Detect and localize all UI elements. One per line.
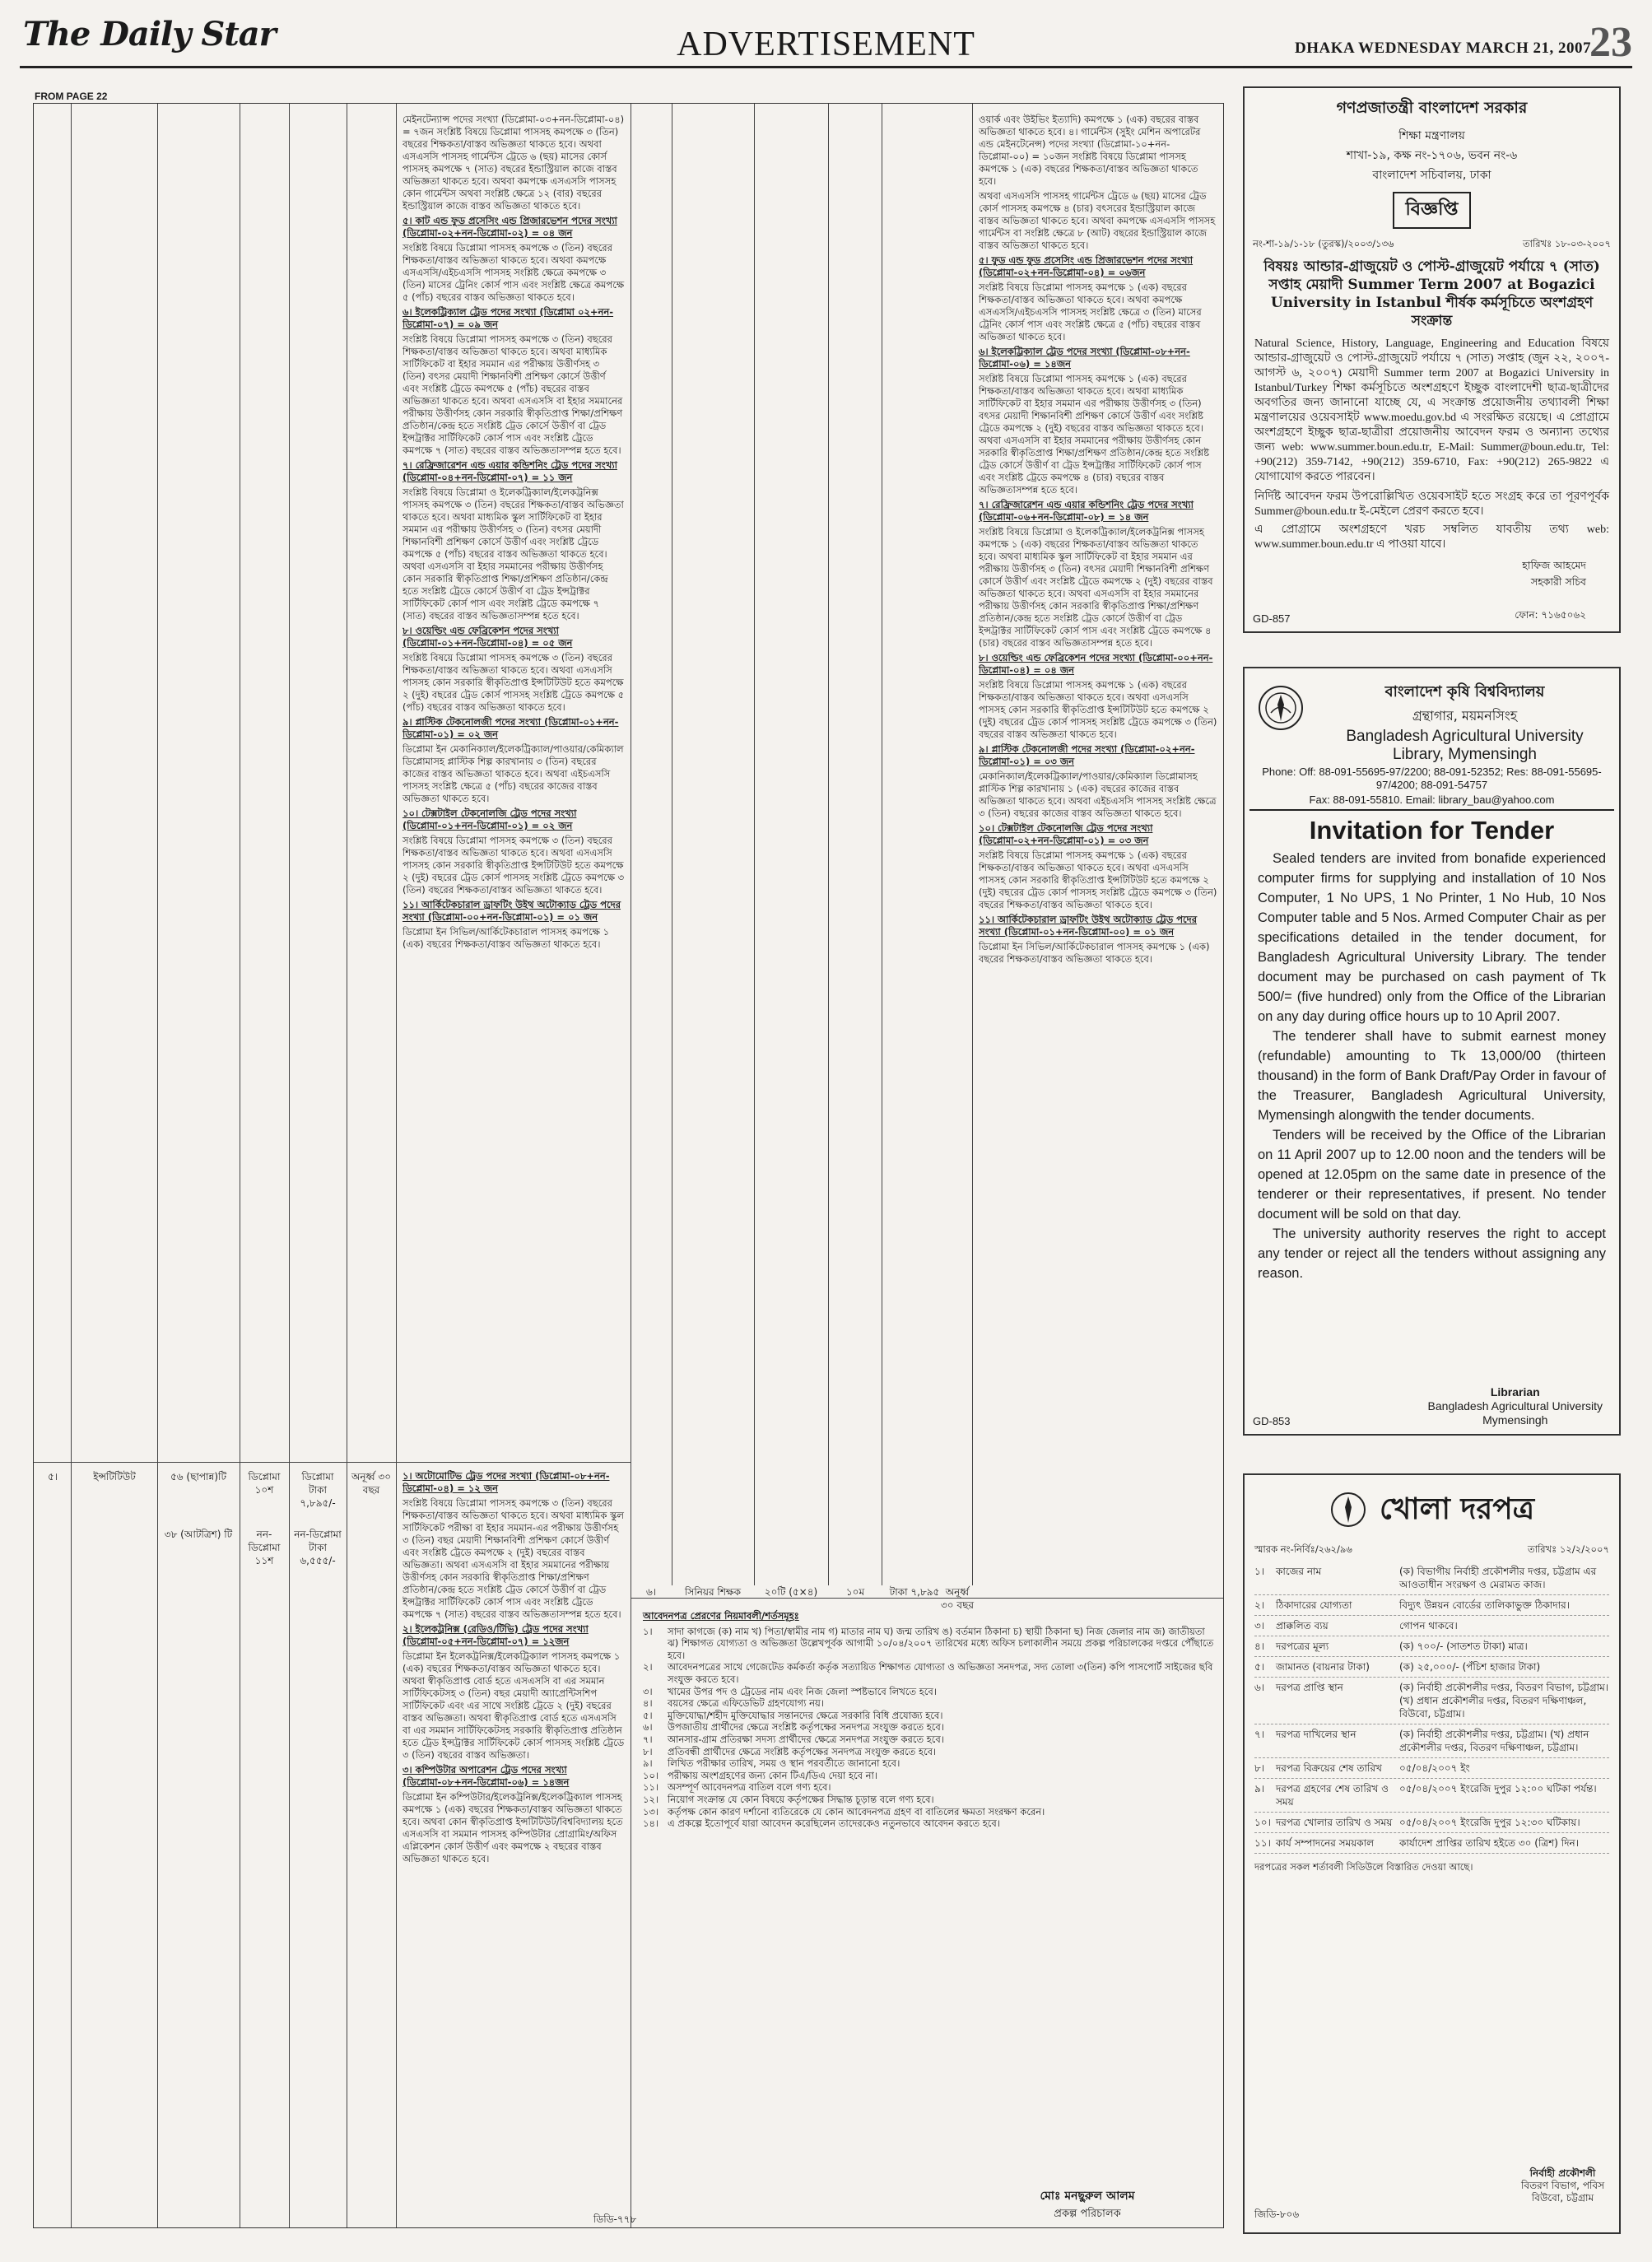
tender-row: ৬। দরপত্র প্রাপ্তি স্থান (ক) নির্বাহী প্রকৌশলীর দপ্তর, বিতরণ বিভাগ, চট্টগ্রাম। (খ) প্রধান প্রকৌশলীর দপ্তর, বিতরণ দক্ষিণাঞ্চল, বিউবো, চট্টগ্রাম। bbox=[1254, 1678, 1609, 1724]
bau-signer-place: Mymensingh bbox=[1482, 1413, 1548, 1427]
moe-address: বাংলাদেশ সচিবালয়, ঢাকা bbox=[1372, 169, 1491, 182]
condition-item: ৩। খামের উপর পদ ও ট্রেডের নাম এবং নিজ জেলা স্পষ্টভাবে লিখতে হবে। bbox=[643, 1685, 937, 1697]
grid-line bbox=[828, 104, 829, 1585]
row5-age: অনূর্ধ্ব ৩০ বছর bbox=[351, 1471, 392, 1496]
job-description-text: মেইনটেন্যান্স পদের সংখ্যা (ডিপ্লোমা-০৩+নন-ডিপ্লোমা-০৪) = ৭জন সংশ্লিষ্ট বিষয়ে ডিপ্লোমা পাসসহ কমপক্ষে ৩ (তিন) বছরের শিক্ষকতা/বাস্তব অভিজ্ঞতা থাকতে হবে। অথবা এসএসসি পাসসহ গার্মেন্টস ট্রেডে ৬ (ছয়) মাসের কোর্স পাসসহ কমপক্ষে ৭ (সাত) বছরের ইন্ডাস্ট্রিয়াল কাজে বাস্তব অভিজ্ঞতা থাকতে হবে। অথবা কমপক্ষে এসএসসি পাসসহ কোন গার্মেন্টস অথবা সংশ্লিষ্ট ক্ষেত্রে ১২ (বার) বছরের ইন্ডাস্ট্রিয়াল কাজে বাস্তব অভিজ্ঞতা থাকতে হবে। bbox=[403, 114, 625, 212]
newspaper-logo: The Daily Star bbox=[23, 15, 276, 54]
tender-signature bbox=[1521, 2167, 1604, 2204]
moe-subject: বিষয়ঃ আন্ডার-গ্রাজুয়েট ও পোস্ট-গ্রাজুয়েট পর্যায়ে ৭ (সাত) সপ্তাহ মেয়াদী Summer Term 2007 at Bogazici University in Istanbul শীর্ষক কর্মসূচিতে অংশগ্রহণ সংক্রান্ত bbox=[1263, 258, 1600, 329]
condition-item: ৬। উপজাতীয় প্রার্থীদের ক্ষেত্রে সংশ্লিষ্ট কর্তৃপক্ষের সনদপত্র সংযুক্ত করতে হবে। bbox=[643, 1721, 944, 1734]
tender-date: তারিখঃ ১২/২/২০০৭ bbox=[1528, 1543, 1609, 1555]
bau-tender-notice bbox=[1243, 667, 1621, 1436]
row6-post: সিনিয়র শিক্ষক bbox=[684, 1586, 742, 1598]
tender-signer: নির্বাহী প্রকৌশলী bbox=[1529, 2167, 1596, 2179]
condition-item: ১০। পরীক্ষায় অংশগ্রহণের জন্য কোন টিএ/ডিএ দেয়া হবে না। bbox=[643, 1769, 877, 1781]
job-ad-table bbox=[33, 103, 1224, 2228]
bau-para-3: Tenders will be received by the Office of the Librarian on 11 April 2007 up to 12.00 noon and the tenders will be opened at 12.05pm on the same date in presence of the tenderer or their representatives, if present. No tender document will be sold on that day. bbox=[1258, 1128, 1606, 1222]
moe-code: GD-857 bbox=[1253, 612, 1291, 625]
grid-line bbox=[157, 104, 158, 2227]
moe-ministry: শিক্ষা মন্ত্রণালয় bbox=[1398, 129, 1465, 142]
row6-serial: ৬। bbox=[645, 1586, 657, 1598]
dateline: DHAKA WEDNESDAY MARCH 21, 2007 bbox=[1294, 40, 1591, 57]
moe-body-3: এ প্রোগ্রামে অংশগ্রহণে খরচ সম্বলিত যাবতীয় তথ্য web: www.summer.boun.edu.tr এ পাওয়া যাবে। bbox=[1254, 524, 1609, 551]
pdb-logo-icon bbox=[1329, 1491, 1367, 1532]
tender-row: ১১। কার্য সম্পাদনের সময়কাল কার্যাদেশ প্রাপ্তির তারিখ হইতে ৩০ (ত্রিশ) দিন। bbox=[1254, 1833, 1609, 1854]
condition-item: ৮। প্রতিবন্ধী প্রার্থীদের ক্ষেত্রে সংশ্লিষ্ট কর্তৃপক্ষের সনদপত্র সংযুক্ত করতে হবে। bbox=[643, 1745, 937, 1757]
job-description-column-right: ওয়ার্ক এবং উইভিং ইত্যাদি) কমপক্ষে ১ (এক) বছরের বাস্তব অভিজ্ঞতা থাকতে হবে। ৪। গার্মেন্টস (সুইং মেশিন অপারেটর এন্ড মেইনটেনেন্স) পদের সংখ্যা (ডিপ্লোমা-১০+নন-ডিপ্লোমা-০০) = ১০জন সংশ্লিষ্ট বিষয়ে ডিপ্লোমা পাসসহ কমপক্ষে ১ (এক) বছরের শিক্ষকতা/বাস্তব অভিজ্ঞতা থাকতে হবে। অথবা এসএসসি পাসসহ গার্মেন্টস ট্রেডে ৬ (ছয়) মাসের ট্রেড কোর্স পাসসহ কমপক্ষে ৪ (চার) বৎসরের ইন্ডাস্ট্রিয়াল কাজে বাস্তব অভিজ্ঞতা থাকতে হবে। অথবা কমপক্ষে এসএসসি পাসসহ গার্মেন্টস বা সংশ্লিষ্ট ক্ষেত্রে ৮ (আট) বছরের ইন্ডাস্ট্রিয়াল কাজে বাস্তব অভিজ্ঞতা থাকতে হবে। ৫। ফুড এন্ড ফুড প্রসেসিং এন্ড প্রিজারভেশন পদের সংখ্যা (ডিপ্লোমা-০২+নন-ডিপ্লোমা-০৪) = ০৬জন সংশ্লিষ্ট বিষয়ে ডিপ্লোমা পাসসহ কমপক্ষে ১ (এক) বছরের শিক্ষকতা/বাস্তব অভিজ্ঞতা থাকতে হবে। অথবা কমপক্ষে এসএসসি/এইচএসসি পাসসহ সংশ্লিষ্ট ক্ষেত্রে ৩ (তিন) মাসের ট্রেনিং কোর্স পাস এবং সংশ্লিষ্ট ক্ষেত্রে ৫ (পাঁচ) বছরের বাস্তব অভিজ্ঞতা থাকতে হবে। ৬। ইলেকট্রিক্যাল ট্রেড পদের সংখ্যা (ডিপ্লোমা-০৮+নন-ডিপ্লোমা-০৬) = ১৪জন সংশ্লিষ্ট বিষয়ে ডিপ্লোমা পাসসহ কমপক্ষে ১ (এক) বছরের শিক্ষকতা/বাস্তব অভিজ্ঞতা থাকতে হবে। অথবা মাধ্যমিক সার্টিফিকেট বা ইহার সমমান এর পরীক্ষায় উত্তীর্ণসহ ৩ (তিন) বৎসর মেয়াদী শিক্ষানবিশী প্রশিক্ষণ কোর্সে উত্তীর্ণ এবং সংশ্লিষ্ট ট্রেডে কমপক্ষে ২ (দুই) বছরের বাস্তব অভিজ্ঞতা থাকতে হবে। অথবা এসএসসি বা ইহার সমমানের পরীক্ষায় উত্তীর্ণসহ কোন সরকারি স্বীকৃতিপ্রাপ্ত শিক্ষা/প্রশিক্ষণ প্রতিষ্ঠান/কেন্দ্র হতে সংশ্লিষ্ট ট্রেড কোর্সে উত্তীর্ণ বা ট্রেড ইন্সট্রাক্টর সার্টিফিকেট কোর্স পাস এবং সংশ্লিষ্ট ট্রেডে কমপক্ষে ৪ (চার) বছরের বাস্তব অভিজ্ঞতাসম্পন্ন হতে হবে। ৭। রেফ্রিজারেশন এন্ড এয়ার কন্ডিশনিং ট্রেড পদের সংখ্যা (ডিপ্লোমা-০৬+নন-ডিপ্লোমা-০৮) = ১৪ জন সংশ্লিষ্ট বিষয়ে ডিপ্লোমা ও ইলেকট্রিক্যাল/ইলেকট্রনিক্স পাসসহ কমপক্ষে ১ (এক) বছরের শিক্ষকতা/বাস্তব অভিজ্ঞতা থাকতে হবে। অথবা মাধ্যমিক স্কুল সার্টিফিকেট বা ইহার সমমান এর পরীক্ষায় উত্তীর্ণসহ ৩ (তিন) বৎসর মেয়াদী শিক্ষানবিশী প্রশিক্ষণ কোর্সে উত্তীর্ণ এবং সংশ্লিষ্ট ট্রেডে কমপক্ষে ২ (দুই) বছরের বাস্তব অভিজ্ঞতা থাকতে হবে। অথবা এসএসসি বা ইহার সমমানের পরীক্ষায় উত্তীর্ণসহ কোন সরকারি স্বীকৃতিপ্রাপ্ত শিক্ষা/প্রশিক্ষণ প্রতিষ্ঠান/কেন্দ্র হতে সংশ্লিষ্ট ট্রেড কোর্সে উত্তীর্ণ বা ট্রেড ইন্সট্রাক্টর সার্টিফিকেট কোর্স পাস এবং সংশ্লিষ্ট ট্রেডে কমপক্ষে ৪ (চার) বছরের বাস্তব অভিজ্ঞতাসম্পন্ন হতে হবে। ৮। ওয়েল্ডিং এন্ড ফেব্রিকেশন পদের সংখ্যা (ডিপ্লোমা-০০+নন-ডিপ্লোমা-০৪) = ০৪ জন সংশ্লিষ্ট বিষয়ে ডিপ্লোমা পাসসহ কমপক্ষে ১ (এক) বছরের শিক্ষকতা/বাস্তব অভিজ্ঞতা থাকতে হবে। অথবা এসএসসি পাসসহ কোন সরকারি স্বীকৃতিপ্রাপ্ত ইন্সটিটিউট হতে কমপক্ষে ২ (দুই) বছরের ট্রেড কোর্স পাসসহ সংশ্লিষ্ট ট্রেডে কমপক্ষে ৩ (তিন) বছরের বাস্তব অভিজ্ঞতা থাকতে হবে। ৯। প্লাস্টিক টেকনোলজী পদের সংখ্যা (ডিপ্লোমা-০২+নন-ডিপ্লোমা-০১) = ০৩ জন মেকানিক্যাল/ইলেকট্রিক্যাল/পাওয়ার/কেমিক্যাল ডিপ্লোমাসহ প্লাস্টিক শিল্প কারখানায় ১ (এক) বছরের কাজের বাস্তব অভিজ্ঞতা থাকতে হবে। অথবা এইচএসসি পাসসহ সংশ্লিষ্ট ক্ষেত্রে ৩ (তিন) বছরের কাজের বাস্তব অভিজ্ঞতা থাকতে হবে। ১০। টেক্সটাইল টেকনোলজি ট্রেড পদের সংখ্যা (ডিপ্লোমা-০২+নন-ডিপ্লোমা-০১) = ০৩ জন সংশ্লিষ্ট বিষয়ে ডিপ্লোমা পাসসহ কমপক্ষে ১ (এক) বছরের শিক্ষকতা/বাস্তব অভিজ্ঞতা থাকতে হবে। অথবা এসএসসি পাসসহ কোন সরকারি স্বীকৃতিপ্রাপ্ত ইন্সটিটিউট হতে কমপক্ষে ২ (দুই) বছরের ট্রেড কোর্স পাসসহ সংশ্লিষ্ট ট্রেডে কমপক্ষে ৩ (তিন) বছরের শিক্ষকতা/বাস্তব অভিজ্ঞতা থাকতে হবে। ১১। আর্কিটেকচারাল ড্রাফটিং উইথ অটোক্যাড ট্রেড পদের সংখ্যা (ডিপ্লোমা-০১+নন-ডিপ্লোমা-০০) = ০১ জন ডিপ্লোমা ইন সিভিল/আর্কিটেকচারাল পাসসহ কমপক্ষে ১ (এক) বছরের শিক্ষকতা/বাস্তব অভিজ্ঞতা থাকতে হবে। bbox=[979, 114, 1217, 965]
from-page-label: FROM PAGE 22 bbox=[35, 91, 108, 102]
tender-signer-place: বিউবো, চট্টগ্রাম bbox=[1531, 2192, 1594, 2204]
bau-code: GD-853 bbox=[1253, 1415, 1291, 1427]
bau-signer: Librarian bbox=[1490, 1385, 1540, 1399]
tender-row: ৮। দরপত্র বিক্রয়ের শেষ তারিখ ০৫/০৪/২০০৭ ইং bbox=[1254, 1758, 1609, 1779]
grid-line bbox=[754, 104, 755, 1585]
tender-row: ৯। দরপত্র গ্রহণের শেষ তারিখ ও সময় ০৫/০৪/২০০৭ ইংরেজি দুপুর ১২:০০ ঘটিকা পর্যন্ত। bbox=[1254, 1779, 1609, 1813]
grid-line bbox=[396, 104, 397, 2227]
moe-body-2: নির্দিষ্ট আবেদন ফরম উপরোল্লিখিত ওয়েবসাইট হতে সংগ্রহ করে তা পূরণপূর্বক Summer@boun.edu.tr ই-মেইলে প্রেরণ করতে হবে। bbox=[1254, 491, 1609, 518]
grid-line bbox=[289, 104, 290, 2227]
moe-heading: বিজ্ঞপ্তি bbox=[1393, 192, 1472, 229]
condition-item: ১৩। কর্তৃপক্ষ কোন কারণ দর্শানো ব্যতিরেকে যে কোন আবেদনপত্র গ্রহণ বা বাতিলের ক্ষমতা সংরক্ষণ করেন। bbox=[643, 1805, 1045, 1818]
bau-bn-library: গ্রন্থাগার, ময়মনসিংহ bbox=[1412, 708, 1518, 724]
section-title: ADVERTISEMENT bbox=[677, 26, 975, 63]
bau-logo-icon bbox=[1256, 683, 1305, 733]
grid-line bbox=[972, 104, 973, 1585]
row6-count: ২০টি (৫×৪) bbox=[764, 1586, 818, 1598]
tender-row: ৩। প্রাক্কলিত ব্যয় গোপন থাকবে। bbox=[1254, 1616, 1609, 1636]
condition-item: ৭। আনসার-গ্রাম প্রতিরক্ষা সদস্য প্রার্থীদের ক্ষেত্রে সনদপত্র সংযুক্ত করতে হবে। bbox=[643, 1733, 944, 1745]
page-number: 23 bbox=[1589, 19, 1632, 66]
condition-item: ৯। লিখিত পরীক্ষার তারিখ, সময় ও স্থান পরবর্তীতে জানানো হবে। bbox=[643, 1757, 900, 1770]
condition-item: ৫। মুক্তিযোদ্ধা/শহীদ মুক্তিযোদ্ধার সন্তানদের ক্ষেত্রে সরকারি বিধি প্রযোজ্য হবে। bbox=[643, 1709, 943, 1721]
condition-item: ২। আবেদনপত্রের সাথে গেজেটেড কর্মকর্তা কর্তৃক সত্যায়িত শিক্ষাগত যোগ্যতা ও অভিজ্ঞতা সনদপত্র, সদ্য তোলা ৩(তিন) কপি পাসপোর্ট সাইজের ছবি সংযুক্ত করতে হবে। bbox=[643, 1661, 1213, 1685]
row5-institute: ইন্সটিটিউট bbox=[93, 1471, 136, 1482]
row6-age: অনূর্ধ্ব ৩০ বছর bbox=[941, 1586, 974, 1611]
bau-bn-name: বাংলাদেশ কৃষি বিশ্ববিদ্যালয় bbox=[1384, 683, 1545, 700]
moe-signer: হাফিজ আহমেদ bbox=[1522, 559, 1586, 571]
moe-phone: ফোন: ৭১৬৫০৬২ bbox=[1515, 609, 1586, 621]
row5-qual-2: নন-ডিপ্লোমা ১১শ bbox=[248, 1529, 281, 1566]
row5-pay-2: নন-ডিপ্লোমা টাকা ৬,৫৫৫/- bbox=[294, 1529, 342, 1566]
tender-row: ৫। জামানত (বায়নার টাকা) (ক) ২৫,০০০/- (পঁচিশ হাজার টাকা) bbox=[1254, 1657, 1609, 1678]
moe-memo: নং-শা-১৯/১-১৮ (তুরস্ক)/২০০৩/১৩৬ bbox=[1253, 238, 1394, 249]
tender-rows bbox=[1245, 1562, 1619, 1854]
moe-date: তারিখঃ ১৮-০৩-২০০৭ bbox=[1522, 238, 1611, 249]
bau-para-2: The tenderer shall have to submit earnest money (refundable) amounting to Tk 13,000/00 (thirteen thousand) in the form of Bank Draft/Pay Order in favour of the Treasurer, Bangladesh Agricultural University, Mymensingh alongwith the tender documents. bbox=[1258, 1029, 1606, 1123]
tender-row: ২। ঠিকাদারের যোগ্যতা বিদ্যুৎ উন্নয়ন বোর্ডের তালিকাভুক্ত ঠিকাদার। bbox=[1254, 1595, 1609, 1616]
bau-signature bbox=[1428, 1385, 1603, 1427]
bau-en-library: Library, Mymensingh bbox=[1393, 746, 1537, 763]
bau-tender-title: Invitation for Tender bbox=[1309, 816, 1555, 845]
condition-item: ১। সাদা কাগজে (ক) নাম খ) পিতা/স্বামীর নাম গ) মাতার নাম ঘ) জন্ম তারিখ ঙ) বর্তমান ঠিকানা চ) স্থায়ী ঠিকানা ছ) নিজ জেলার নাম জ) জাতীয়তা ঝ) শিক্ষাগত যোগ্যতা ও অভিজ্ঞতা উল্লেখপূর্বক আগামী ১০/০৪/২০০৭ তারিখের মধ্যে অফিস চলাকালীন সময়ে প্রকল্প পরিচালকের দপ্তরে পৌঁছাতে হবে। bbox=[643, 1625, 1214, 1661]
job-description-column-left: মেইনটেন্যান্স পদের সংখ্যা (ডিপ্লোমা-০৩+নন-ডিপ্লোমা-০৪) = ৭জন সংশ্লিষ্ট বিষয়ে ডিপ্লোমা পাসসহ কমপক্ষে ৩ (তিন) বছরের শিক্ষকতা/বাস্তব অভিজ্ঞতা থাকতে হবে। অথবা এসএসসি পাসসহ গার্মেন্টস ট্রেডে ৬ (ছয়) মাসের কোর্স পাসসহ কমপক্ষে ৭ (সাত) বছরের ইন্ডাস্ট্রিয়াল কাজে বাস্তব অভিজ্ঞতা থাকতে হবে। অথবা কমপক্ষে এসএসসি পাসসহ কোন গার্মেন্টস অথবা সংশ্লিষ্ট ক্ষেত্রে ১২ (বার) বছরের ইন্ডাস্ট্রিয়াল কাজে বাস্তব অভিজ্ঞতা থাকতে হবে। ৫। কাট এন্ড ফুড প্রসেসিং এন্ড প্রিজারভেশন পদের সংখ্যা (ডিপ্লোমা-০২+নন-ডিপ্লোমা-০২) = ০৪ জন সংশ্লিষ্ট বিষয়ে ডিপ্লোমা পাসসহ কমপক্ষে ৩ (তিন) বছরের শিক্ষকতা/বাস্তব অভিজ্ঞতা থাকতে হবে। অথবা কমপক্ষে এসএসসি/এইচএসসি পাসসহ সংশ্লিষ্ট ক্ষেত্রে কমপক্ষে ৩ (তিন) মাসের ট্রেনিং কোর্স পাস এবং সংশ্লিষ্ট ক্ষেত্রে কমপক্ষে ৫ (পাঁচ) বছরের বাস্তব অভিজ্ঞতা থাকতে হবে। ৬। ইলেকট্রিক্যাল ট্রেড পদের সংখ্যা (ডিপ্লোমা ০২+নন-ডিপ্লোমা-০৭) = ০৯ জন সংশ্লিষ্ট বিষয়ে ডিপ্লোমা পাসসহ কমপক্ষে ৩ (তিন) বছরের শিক্ষকতা/বাস্তব অভিজ্ঞতা থাকতে হবে। অথবা মাধ্যমিক সার্টিফিকেট বা ইহার সমমান এর পরীক্ষায় উত্তীর্ণসহ ৩ (তিন) বৎসর মেয়াদী শিক্ষানবিশী প্রশিক্ষণ কোর্সে উত্তীর্ণ এবং সংশ্লিষ্ট ট্রেডে কমপক্ষে ৫ (পাঁচ) বছরের বাস্তব অভিজ্ঞতা থাকতে হবে। অথবা এসএসসি বা ইহার সমমানের পরীক্ষায় উত্তীর্ণসহ কোন সরকারি স্বীকৃতিপ্রাপ্ত শিক্ষা/প্রশিক্ষণ প্রতিষ্ঠান/কেন্দ্র হতে সংশ্লিষ্ট ট্রেড কোর্সে উত্তীর্ণ বা ট্রেড ইন্সট্রাক্টর সার্টিফিকেট কোর্স পাস এবং সংশ্লিষ্ট ট্রেডে কমপক্ষে ৭ (সাত) বছরের বাস্তব অভিজ্ঞতাসম্পন্ন হতে হবে। ৭। রেফ্রিজারেশন এন্ড এয়ার কন্ডিশনিং ট্রেড পদের সংখ্যা (ডিপ্লোমা-০৪+নন-ডিপ্লোমা-০৭) = ১১ জন সংশ্লিষ্ট বিষয়ে ডিপ্লোমা ও ইলেকট্রিক্যাল/ইলেকট্রনিক্স পাসসহ কমপক্ষে ৩ (তিন) বছরের শিক্ষকতা/বাস্তব অভিজ্ঞতা থাকতে হবে। অথবা মাধ্যমিক স্কুল সার্টিফিকেট বা ইহার সমমান এর পরীক্ষায় উত্তীর্ণসহ ৩ (তিন) বৎসর মেয়াদী শিক্ষানবিশী প্রশিক্ষণ কোর্সে উত্তীর্ণ এবং সংশ্লিষ্ট ট্রেডে কমপক্ষে ৫ (পাঁচ) বছরের বাস্তব অভিজ্ঞতা থাকতে হবে। অথবা এসএসসি বা ইহার সমমানের পরীক্ষায় উত্তীর্ণসহ কোন সরকারি স্বীকৃতিপ্রাপ্ত শিক্ষা/প্রশিক্ষণ প্রতিষ্ঠান/কেন্দ্র হতে সংশ্লিষ্ট ট্রেডে কোর্সে উত্তীর্ণ বা ট্রেড ইন্সট্রাক্টর সার্টিফিকেট কোর্স পাস এবং সংশ্লিষ্ট ট্রেডে কমপক্ষে ৭ (সাত) বছরের বাস্তব অভিজ্ঞতাসম্পন্ন হতে হবে। ৮। ওয়েল্ডিং এন্ড ফেব্রিকেশন পদের সংখ্যা (ডিপ্লোমা-০১+নন-ডিপ্লোমা-০৪) = ০৫ জন সংশ্লিষ্ট বিষয়ে ডিপ্লোমা পাসসহ কমপক্ষে ৩ (তিন) বছরের শিক্ষকতা/বাস্তব অভিজ্ঞতা থাকতে হবে। অথবা এসএসসি পাসসহ কোন সরকারি স্বীকৃতিপ্রাপ্ত ইন্সটিটিউট হতে কমপক্ষে ২ (দুই) বছরের ট্রেড কোর্স পাসসহ সংশ্লিষ্ট ট্রেডে কমপক্ষে ৫ (পাঁচ) বছরের বাস্তব অভিজ্ঞতা থাকতে হবে। ৯। প্লাস্টিক টেকনোলজী পদের সংখ্যা (ডিপ্লোমা-০১+নন-ডিপ্লোমা-০১) = ০২ জন ডিপ্লোমা ইন মেকানিক্যাল/ইলেকট্রিক্যাল/পাওয়ার/কেমিক্যাল ডিপ্লোমাসহ প্লাস্টিক শিল্প কারখানায় ৩ (তিন) বছরের কাজের বাস্তব অভিজ্ঞতা থাকতে হবে। অথবা এইচএসসি পাসসহ সংশ্লিষ্ট ক্ষেত্রে ৫ (পাঁচ) বছরের কাজের বাস্তব অভিজ্ঞতা থাকতে হবে। ১০। টেক্সটাইল টেকনোলজি ট্রেড পদের সংখ্যা (ডিপ্লোমা-০১+নন-ডিপ্লোমা-০১) = ০২ জন সংশ্লিষ্ট বিষয়ে ডিপ্লোমা পাসসহ কমপক্ষে ৩ (তিন) বছরের শিক্ষকতা/বাস্তব অভিজ্ঞতা থাকতে হবে। অথবা এসএসসি পাসসহ কোন সরকারি স্বীকৃতিপ্রাপ্ত ইন্সটিটিউট হতে কমপক্ষে ২ (দুই) বছরের ট্রেড কোর্স পাসসহ সংশ্লিষ্ট ট্রেডে কমপক্ষে ৩ (তিন) বছরের শিক্ষকতা/বাস্তব অভিজ্ঞতা থাকতে হবে। ১১। আর্কিটেকচারাল ড্রাফটিং উইথ অটোক্যাড ট্রেড পদের সংখ্যা (ডিপ্লোমা-০০+নন-ডিপ্লোমা-০১) = ০১ জন ডিপ্লোমা ইন সিভিল/আর্কিটেকচারাল পাসসহ কমপক্ষে ১ (এক) বছরের শিক্ষকতা/বাস্তব অভিজ্ঞতা থাকতে হবে। bbox=[403, 114, 625, 950]
tender-footer: দরপত্রের সকল শর্তাবলী সিডিউলে বিস্তারিত দেওয়া আছে। bbox=[1254, 1861, 1473, 1873]
moe-signer-title: সহকারী সচিব bbox=[1530, 575, 1586, 588]
bau-para-1: Sealed tenders are invited from bonafide experienced computer firms for supplying and installation of 10 Nos Computer, 1 No UPS, 1 No Printer, 1 No Hub, 10 Nos Computer table and 5 Nos. Armed Computer Chair as per specifications detailed in the tender document, for Bangladesh Agricultural University Library. The tender document may be purchased on cash payment of Tk 500/= (five hundred) only from the Office of the Librarian on any day during office hours up to 10 April 2007. bbox=[1258, 851, 1606, 1024]
row5-posts-2: ৩৮ (আটত্রিশ) টি bbox=[164, 1529, 233, 1540]
signature-title: প্রকল্প পরিচালক bbox=[1054, 2208, 1121, 2220]
tender-signer-org: বিতরণ বিভাগ, পবিস bbox=[1521, 2180, 1604, 2191]
row6-pay: টাকা ৭,৮৯৫ bbox=[889, 1586, 940, 1598]
moe-government: গণপ্রজাতন্ত্রী বাংলাদেশ সরকার bbox=[1336, 99, 1528, 117]
row5-requirements: ১। অটোমোটিভ ট্রেড পদের সংখ্যা (ডিপ্লোমা-০৮+নন-ডিপ্লোমা-০৪) = ১২ জন সংশ্লিষ্ট বিষয়ে ডিপ্লোমা পাসসহ কমপক্ষে ৩ (তিন) বছরের শিক্ষকতা/বাস্তব অভিজ্ঞতা থাকতে হবে। অথবা মাধ্যমিক স্কুল সার্টিফিকেট পরীক্ষা বা ইহার সমমান-এর পরীক্ষায় উত্তীর্ণসহ ৩ (তিন) বছর মেয়াদী শিক্ষানবিশী প্রশিক্ষণ কোর্সে উত্তীর্ণ এবং সংশ্লিষ্ট ট্রেডে কমপক্ষে ২ (দুই) বছরের বাস্তব অভিজ্ঞতা। অথবা এসএসসি বা ইহার সমমানের পরীক্ষায় উত্তীর্ণসহ কোন সরকারি স্বীকৃতিপ্রাপ্ত শিক্ষা/প্রশিক্ষণ প্রতিষ্ঠান/কেন্দ্র হতে সংশ্লিষ্ট ট্রেড কোর্সে উত্তীর্ণ বা ট্রেড ইন্সট্রাক্টর সার্টিফিকেট কোর্স পাস এবং সংশ্লিষ্ট ট্রেডে কমপক্ষে ৭ (সাত) বছরের বাস্তব অভিজ্ঞতাসম্পন্ন হতে হবে। ২। ইলেকট্রনিক্স (রেডিও/টিভি) ট্রেড পদের সংখ্যা (ডিপ্লোমা-০৫+নন-ডিপ্লোমা-০৭) = ১২জন ডিপ্লোমা ইন ইলেকট্রনিক্স/ইলেকট্রিক্যাল পাসসহ কমপক্ষে ১ (এক) বছরের শিক্ষকতা/বাস্তব অভিজ্ঞতা থাকতে হবে। অথবা স্বীকৃতিপ্রাপ্ত বোর্ড হতে এসএসসি বা এর সমমান সার্টিফিকেটসহ ৩ (তিন) বছর মেয়াদী অ্যাপ্রেন্টিসশিপ সার্টিফিকেট এবং এর সাথে সংশ্লিষ্ট ট্রেডে ২ (দুই) বছরের বাস্তব অভিজ্ঞতা। অথবা স্বীকৃতিপ্রাপ্ত বোর্ড হতে এসএসসি বা এর সমমান সার্টিফিকেটসহ সরকারি স্বীকৃতিপ্রাপ্ত প্রতিষ্ঠান হতে ট্রেড ইন্সট্রাক্টর সার্টিফিকেট কোর্স পাসসহ সংশ্লিষ্ট ট্রেডে ৩ (তিন) বছরের বাস্তব অভিজ্ঞতা। ৩। কম্পিউটার অপারেশন ট্রেড পদের সংখ্যা (ডিপ্লোমা-০৮+নন-ডিপ্লোমা-০৬) = ১৪জন ডিপ্লোমা ইন কম্পিউটার/ইলেকট্রনিক্স/ইলেকট্রিক্যাল পাসসহ কমপক্ষে ১ (এক) বছরের শিক্ষকতা/বাস্তব অভিজ্ঞতা থাকতে হবে। অথবা কোন স্বীকৃতিপ্রাপ্ত ইন্সটিটিউট/বিশ্ববিদ্যালয় হতে এসএসসি বা সমমান পাসসহ কম্পিউটার প্রোগ্রামিং/অফিস এপ্লিকেশন কোর্স উত্তীর্ণ এবং কমপক্ষে ২ বছরের বাস্তব অভিজ্ঞতা থাকতে হবে। bbox=[403, 1470, 625, 1864]
signature-name: মোঃ মনছুরুল আলম bbox=[1040, 2190, 1135, 2203]
condition-item: ৪। বয়সের ক্ষেত্রে এফিডেভিট গ্রহণযোগ্য নয়। bbox=[643, 1697, 824, 1710]
tender-row: ৭। দরপত্র দাখিলের স্থান (ক) নির্বাহী প্রকৌশলীর দপ্তর, চট্টগ্রাম। (খ) প্রধান প্রকৌশলীর দপ্তর, বিতরণ দক্ষিণাঞ্চল, চট্টগ্রাম। bbox=[1254, 1724, 1609, 1758]
tender-row: ৪। দরপত্রের মূল্য (ক) ৭০০/- (সাতশত টাকা) মাত্র। bbox=[1254, 1636, 1609, 1657]
row5-posts-1: ৫৬ (ছাপান্ন)টি bbox=[170, 1471, 226, 1482]
row-divider bbox=[34, 1462, 631, 1463]
condition-item: ১৪। এ প্রকল্পে ইতোপূর্বে যারা আবেদন করেছিলেন তাদেরকেও নতুনভাবে আবেদন করতে হবে। bbox=[643, 1818, 1000, 1830]
open-tender-title: খোলা দরপত্র bbox=[1380, 1492, 1535, 1526]
bau-en-name: Bangladesh Agricultural University bbox=[1346, 728, 1584, 745]
tender-memo: স্মারক নং-নির্বিঃ/২৬২/৯৬ bbox=[1254, 1543, 1352, 1555]
application-conditions bbox=[643, 1610, 1215, 2211]
job-description-text-2: ওয়ার্ক এবং উইভিং ইত্যাদি) কমপক্ষে ১ (এক) বছরের বাস্তব অভিজ্ঞতা থাকতে হবে। ৪। গার্মেন্টস (সুইং মেশিন অপারেটর এন্ড মেইনটেনেন্স) পদের সংখ্যা (ডিপ্লোমা-১০+নন-ডিপ্লোমা-০০) = ১০জন সংশ্লিষ্ট বিষয়ে ডিপ্লোমা পাসসহ কমপক্ষে ১ (এক) বছরের শিক্ষকতা/বাস্তব অভিজ্ঞতা থাকতে হবে। bbox=[979, 114, 1201, 187]
row5-pay-1: ডিপ্লোমা টাকা ৭,৮৯৫/- bbox=[300, 1471, 336, 1509]
job-ad-code: ডিডি-৭৭৮ bbox=[593, 2213, 637, 2225]
job-ad-signature bbox=[980, 2186, 1194, 2223]
open-tender-notice bbox=[1243, 1473, 1621, 2234]
row5-serial: ৫। bbox=[47, 1471, 58, 1482]
tender-row: ১০। দরপত্র খোলার তারিখ ও সময় ০৫/০৪/২০০৭ ইংরেজি দুপুর ১২:৩০ ঘটিকায়। bbox=[1254, 1813, 1609, 1833]
condition-item: ১২। নিয়োগ সংক্রান্ত যে কোন বিষয়ে কর্তৃপক্ষের সিদ্ধান্ত চূড়ান্ত বলে গণ্য হবে। bbox=[643, 1793, 934, 1805]
row5-qual-1: ডিপ্লোমা ১০শ bbox=[248, 1471, 281, 1496]
bau-tender-body bbox=[1245, 845, 1619, 1287]
grid-line bbox=[71, 104, 72, 2227]
bau-para-4: The university authority reserves the right to accept any tender or reject all the tenders without assigning any reason. bbox=[1258, 1226, 1606, 1281]
tender-row: ১। কাজের নাম (ক) বিভাগীয় নির্বাহী প্রকৌশলীর দপ্তর, চট্টগ্রাম এর আওতাধীন সংরক্ষণ ও মেরামত কাজ। bbox=[1254, 1562, 1609, 1595]
bau-signer-org: Bangladesh Agricultural University bbox=[1427, 1399, 1603, 1413]
conditions-heading: আবেদনপত্র প্রেরণের নিয়মাবলী/শর্তসমূহঃ bbox=[643, 1610, 799, 1622]
tender-code: জিডি-৮০৬ bbox=[1254, 2208, 1300, 2220]
row6-grade: ১০ম bbox=[845, 1586, 865, 1598]
condition-item: ১১। অসম্পূর্ণ আবেদনপত্র বাতিল বলে গণ্য হবে। bbox=[643, 1781, 831, 1794]
masthead-rule bbox=[20, 66, 1632, 68]
moe-body: Natural Science, History, Language, Engineering and Education বিষয়ে আন্ডার-গ্রাজুয়েট ও পোস্ট-গ্রাজুয়েট পর্যায়ে ৭ (সাত) সপ্তাহ (জুন ২২, ২০০৭-আগস্ট ৬, ২০০৭) মেয়াদী Summer term 2007 at Bogazici University in Istanbul/Turkey শিক্ষা কর্মসূচিতে অংশগ্রহণে ইচ্ছুক বাংলাদেশী ছাত্র-ছাত্রীদের অবগতির জন্য জানানো যাচ্ছে যে, এ সংক্রান্ত প্রয়োজনীয় তথ্যাবলী শিক্ষা মন্ত্রণালয়ের ওয়েবসাইট www.moedu.gov.bd এ সংরক্ষিত রয়েছে। এ প্রোগ্রামে অংশগ্রহণে ইচ্ছুক ছাত্র-ছাত্রীরা প্রয়োজনীয় আবেদন ফরম ও অন্যান্য তথ্যের জন্য web: www.summer.boun.edu.tr, E-Mail: Summer@boun.edu.tr, Tel: +90(212) 359-7142, +90(212) 359-6710, Fax: +90(212) 265-9822 এ যোগাযোগ করতে পারবেন। bbox=[1254, 337, 1609, 483]
bau-fax: Fax: 88-091-55810. Email: library_bau@yahoo.com bbox=[1309, 794, 1555, 806]
moe-notice bbox=[1243, 86, 1621, 633]
moe-branch: শাখা-১৯, কক্ষ নং-১৭০৬, ভবন নং-৬ bbox=[1346, 149, 1518, 162]
bau-phone: Phone: Off: 88-091-55695-97/2200; 88-091-52352; Res: 88-091-55695-97/4200; 88-091-54757 bbox=[1262, 766, 1602, 791]
